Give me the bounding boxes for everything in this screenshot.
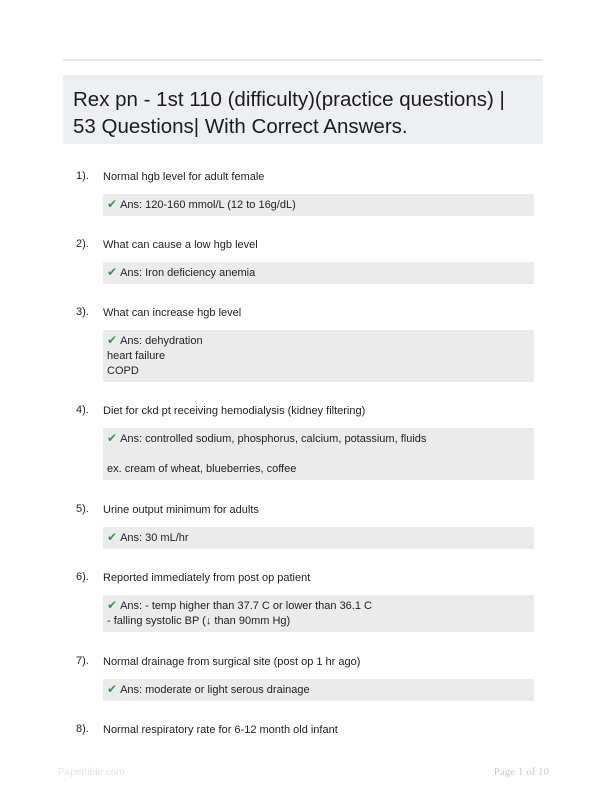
question-number: 8). bbox=[76, 723, 89, 735]
question-number: 1). bbox=[76, 170, 89, 182]
answer-box bbox=[103, 262, 534, 284]
answer-line: COPD bbox=[107, 365, 139, 377]
answer-line: ✔ Ans: controlled sodium, phosphorus, calcium, potassium, fluids bbox=[107, 431, 427, 445]
answer-line: ✔ Ans: 120-160 mmol/L (12 to 16g/dL) bbox=[107, 197, 296, 211]
answer-box bbox=[103, 527, 534, 549]
question-number: 4). bbox=[76, 404, 89, 416]
question-text: Normal drainage from surgical site (post op 1 hr ago) bbox=[103, 656, 361, 668]
top-divider bbox=[63, 59, 543, 61]
question-number: 7). bbox=[76, 655, 89, 667]
check-icon: ✔ bbox=[107, 682, 118, 696]
check-icon: ✔ bbox=[107, 431, 118, 445]
question-number: 5). bbox=[76, 503, 89, 515]
answer-box bbox=[103, 330, 534, 382]
question-text: Urine output minimum for adults bbox=[103, 504, 259, 516]
check-icon: ✔ bbox=[107, 598, 118, 612]
answer-line: ✔ Ans: 30 mL/hr bbox=[107, 530, 189, 544]
answer-line: ex. cream of wheat, blueberries, coffee bbox=[107, 463, 297, 475]
answer-line: heart failure bbox=[107, 350, 166, 362]
answer-line: ✔ Ans: - temp higher than 37.7 C or lower than 36.1 C bbox=[107, 598, 372, 612]
answer-box bbox=[103, 194, 534, 216]
answer-line: ✔ Ans: moderate or light serous drainage bbox=[107, 682, 310, 696]
question-text: What can cause a low hgb level bbox=[103, 239, 258, 251]
check-icon: ✔ bbox=[107, 197, 118, 211]
question-text: Diet for ckd pt receiving hemodialysis (kidney filtering) bbox=[103, 405, 366, 417]
page-number: Page 1 of 10 bbox=[493, 766, 549, 778]
check-icon: ✔ bbox=[107, 333, 118, 347]
footer-watermark: Papertible.com bbox=[58, 767, 125, 778]
check-icon: ✔ bbox=[107, 265, 118, 279]
page-title: Rex pn - 1st 110 (difficulty)(practice questions) | 53 Questions| With Correct Answers. bbox=[73, 88, 505, 138]
question-text: What can increase hgb level bbox=[103, 307, 242, 319]
answer-box bbox=[103, 679, 534, 701]
answer-line: - falling systolic BP (↓ than 90mm Hg) bbox=[107, 615, 291, 627]
answer-line: ✔ Ans: dehydration bbox=[107, 333, 203, 347]
answer-line-blank bbox=[107, 447, 530, 462]
question-text: Normal hgb level for adult female bbox=[103, 171, 265, 183]
question-number: 6). bbox=[76, 571, 89, 583]
answer-line: ✔ Ans: Iron deficiency anemia bbox=[107, 265, 256, 279]
question-number: 2). bbox=[76, 238, 89, 250]
answer-box bbox=[103, 428, 534, 480]
answer-box bbox=[103, 595, 534, 632]
question-text: Normal respiratory rate for 6-12 month old infant bbox=[103, 724, 338, 736]
question-number: 3). bbox=[76, 306, 89, 318]
title-banner bbox=[63, 75, 543, 144]
check-icon: ✔ bbox=[107, 530, 118, 544]
question-text: Reported immediately from post op patient bbox=[103, 572, 311, 584]
